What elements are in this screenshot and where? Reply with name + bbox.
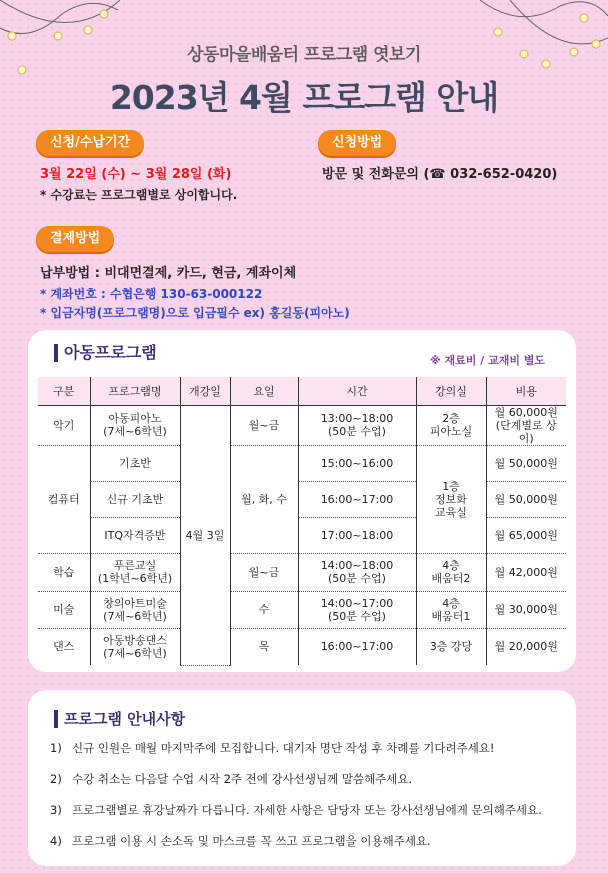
list-item: 1) 신규 인원은 매월 마지막주에 모집합니다. 대기자 명단 작성 후 차례를 기다려주세요! [50,741,495,755]
deposit-note: * 입금자명(프로그램명)으로 입금필수 ex) 홍길동(피아노) [40,306,350,320]
cell-category: 댄스 [38,628,90,665]
table-row [38,445,566,481]
cell-fee: 월 20,000원 [494,640,558,654]
table-row [38,481,566,517]
cell-days: 수 [230,591,298,628]
table-row [38,553,566,591]
application-method-badge: 신청방법 [318,130,396,156]
kids-program-table [38,377,566,666]
header-time: 시간 [298,377,416,405]
cell-time: 13:00~18:00 (50분 수업) [298,405,416,445]
cell-days: 월~금 [230,553,298,591]
cell-program-name: 기초반 [90,445,180,481]
cell-fee: 월 50,000원 [486,445,566,481]
cell-room: 3층 강당 [416,628,486,665]
cell-category: 악기 [38,405,90,445]
table-row [38,517,566,553]
cell-time: 17:00~18:00 [298,517,416,553]
application-method-text: 방문 및 전화문의 (☎ 032-652-0420) [322,167,558,182]
header-days: 요일 [230,377,298,405]
header-category: 구분 [38,377,90,405]
cell-time: 16:00~17:00 [298,481,416,517]
cell-fee: 월 30,000원 [486,591,566,628]
cell-program-name: ITQ자격증반 [90,517,180,553]
payment-method-badge: 결제방법 [36,226,114,252]
cell-room: 4층 배움터1 [416,591,486,628]
cell-days: 월~금 [230,405,298,445]
list-item: 4) 프로그램 이용 시 손소독 및 마스크를 꼭 쓰고 프로그램을 이용해주세요. [50,834,431,848]
cell-days: 목 [230,628,298,665]
cell-program-name: 푸른교실 (1학년~6학년) [90,553,180,591]
notice-list [50,740,542,864]
list-item: 3) 프로그램별로 휴강날짜가 다릅니다. 자세한 사항은 담당자 또는 강사선생님에게 문의해주세요. [50,803,542,817]
cell-fee: 월 42,000원 [486,553,566,591]
cell-room: 2층 피아노실 [416,405,486,445]
header-room: 강의실 [416,377,486,405]
table-row [38,405,566,445]
cell-category: 컴퓨터 [38,445,90,553]
cell-time: 14:00~18:00 (50분 수업) [298,553,416,591]
materials-fee-note: ※ 재료비 / 교재비 별도 [430,354,546,367]
cell-fee: 월 50,000원 [486,481,566,517]
table-row [38,591,566,628]
header-program-name: 프로그램명 [90,377,180,405]
fee-note: * 수강료는 프로그램별로 상이합니다. [40,188,238,202]
cell-program-name: 창의아트미술 (7세~6학년) [90,591,180,628]
page-subtitle: 상동마을배움터 프로그램 엿보기 [187,45,421,65]
cell-category: 학습 [38,553,90,591]
cell-fee: 월 60,000원 (단계별로 상이) [486,405,566,445]
payment-methods: 납부방법 : 비대면결제, 카드, 현금, 계좌이체 [40,266,297,281]
cell-category: 미술 [38,591,90,628]
header-start-date: 개강일 [180,377,230,405]
cell-time: 15:00~16:00 [298,445,416,481]
cell-program-name: 아동피아노 (7세~6학년) [90,405,180,445]
cell-time: 16:00~17:00 [298,628,416,665]
cell-room: 4층 배움터2 [416,553,486,591]
list-item: 2) 수강 취소는 다음달 수업 시작 2주 전에 강사선생님께 말씀해주세요. [50,772,413,786]
cell-fee: 월 65,000원 [486,517,566,553]
application-period-badge: 신청/수납기간 [36,130,144,156]
account-number: * 계좌번호 : 수협은행 130-63-000122 [40,287,263,301]
cell-time: 14:00~17:00 (50분 수업) [298,591,416,628]
header-fee: 비용 [486,377,566,405]
page-title: 2023년 4월 프로그램 안내 [109,78,499,117]
cell-program-name: 신규 기초반 [90,481,180,517]
cell-room: 1층 정보화 교육실 [416,445,486,553]
kids-program-title: 아동프로그램 [54,344,157,362]
cell-start-date: 4월 3일 [180,405,230,665]
notice-title: 프로그램 안내사항 [54,710,185,728]
cell-days: 월, 화, 수 [230,445,298,553]
cell-program-name: 아동방송댄스 (7세~6학년) [90,628,180,665]
table-row [38,628,566,665]
application-dates: 3월 22일 (수) ~ 3월 28일 (화) [40,167,232,182]
